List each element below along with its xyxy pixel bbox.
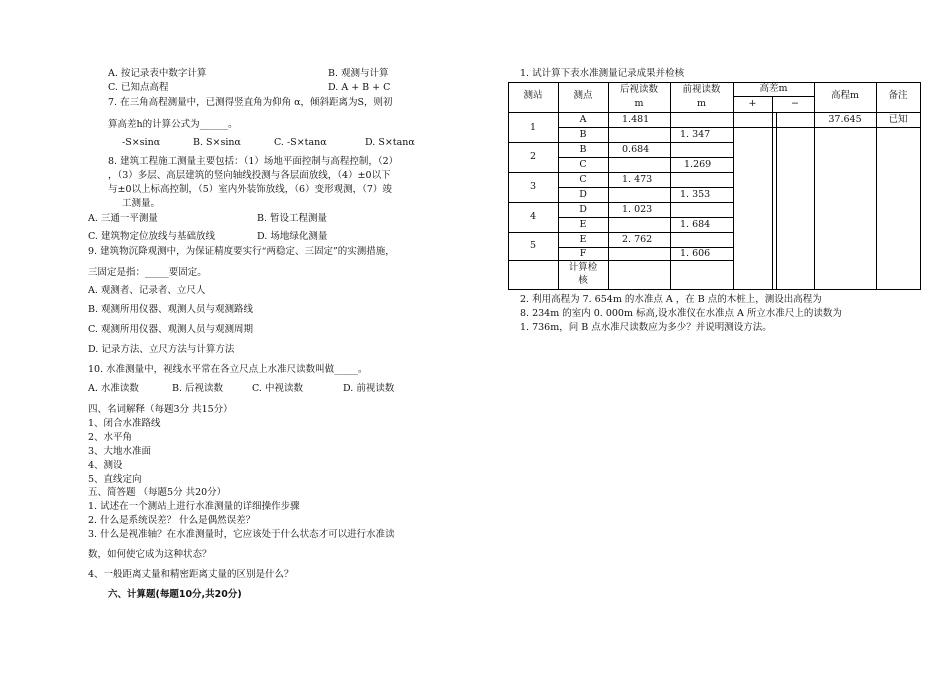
header-height-diff: 高差m (759, 83, 788, 94)
q7-option-a: -S×sinα (122, 137, 161, 148)
row-foresight: 1.269 (684, 159, 712, 170)
section4-item: 5、直线定向 (88, 474, 142, 485)
header-plus: + (748, 98, 757, 109)
row-point: E (579, 219, 587, 230)
q8-option-b: B. 暂设工程测量 (257, 213, 328, 224)
header-elevation: 高程m (830, 90, 859, 101)
section5-title: 五、简答题 （每题5分 共20分） (88, 487, 227, 498)
q9-option-a: A. 观测者、记录者、立尺人 (88, 285, 206, 296)
station-number: 5 (529, 240, 537, 251)
station-number: 1 (529, 122, 537, 133)
leveling-record-table (508, 82, 921, 290)
q8-stem-line4: 工测量。 (122, 198, 161, 209)
calc-question-2-line3: 1. 736m，问 B 点水准尺读数应为多少？并说明测设方法。 (520, 322, 772, 333)
q10-stem: 10. 水准测量中，视线水平常在各立尺点上水准尺读数叫做_____。 (88, 364, 368, 375)
row-point: D (579, 204, 587, 215)
q10-option-b: B. 后视读数 (172, 383, 224, 394)
q9-stem-line2: 三固定是指：_____要固定。 (88, 267, 207, 278)
row-foresight: 1. 353 (680, 189, 711, 200)
station-number: 3 (529, 181, 537, 192)
q7-option-b: B. S×sinα (193, 137, 241, 148)
q10-option-d: D. 前视读数 (343, 383, 395, 394)
row-point: B (579, 144, 587, 155)
section5-q4: 4、一般距离丈量和精密距离丈量的区别是什么？ (88, 569, 294, 580)
q7-option-d: D. S×tanα (365, 137, 415, 148)
q6-option-c: C. 已知点高程 (108, 82, 169, 93)
calc-question-2-line2: 8. 234m 的室内 0. 000m 标高,设水准仪在水准点 A 所立水准尺上的读数为 (520, 308, 842, 319)
section4-item: 4、测设 (88, 460, 123, 471)
row-elevation: 37.645 (828, 114, 862, 125)
header-foresight-unit: m (696, 98, 706, 109)
station-number: 2 (529, 151, 537, 162)
row-remark: 已知 (888, 114, 908, 125)
section4-item: 2、水平角 (88, 432, 133, 443)
q7-stem-line1: 7. 在三角高程测量中，已测得竖直角为仰角 α，倾斜距离为S，则初 (108, 97, 393, 108)
q8-stem-line1: 8. 建筑工程施工测量主要包括：（1）场地平面控制与高程控制，（2） (108, 156, 399, 167)
calc-question-2-line1: 2. 利用高程为 7. 654m 的水准点 A ，在 B 点的木桩上，测设出高程为 (520, 294, 822, 305)
section5-q1: 1. 试述在一个测站上进行水准测量的详细操作步骤 (88, 501, 300, 512)
row-foresight: 1. 606 (680, 248, 711, 259)
station-number: 4 (529, 211, 537, 222)
row-point: A (579, 114, 587, 125)
calc-question-1: 1. 试计算下表水准测量记录成果并检核 (520, 68, 685, 79)
q9-option-d: D. 记录方法、立尺方法与计算方法 (88, 344, 235, 355)
header-remark: 备注 (888, 90, 908, 101)
q9-option-c: C. 观测所用仪器、观测人员与观测周期 (88, 324, 253, 335)
q8-option-c: C. 建筑物定位放线与基础放线 (88, 231, 215, 242)
section6-title: 六、计算题(每题10分,共20分) (108, 589, 242, 600)
header-backsight-unit: m (634, 98, 644, 109)
row-point: E (579, 234, 587, 245)
row-point: C (579, 159, 587, 170)
section4-item: 1、闭合水准路线 (88, 418, 161, 429)
row-foresight: 1. 347 (680, 129, 711, 140)
row-point: B (579, 129, 587, 140)
header-minus: − (791, 98, 799, 109)
q9-option-b: B. 观测所用仪器、观测人员与观测路线 (88, 304, 254, 315)
check-label-line2: 核 (578, 275, 588, 286)
header-foresight: 前视读数 (682, 84, 721, 95)
header-station: 测站 (523, 90, 543, 101)
q8-option-d: D. 场地绿化测量 (257, 231, 328, 242)
row-backsight: 1.481 (622, 114, 650, 125)
check-label-line1: 计算检 (568, 262, 598, 273)
q6-option-a: A. 按记录表中数字计算 (108, 68, 207, 79)
q7-stem-line2: 算高差h的计算公式为______。 (108, 119, 238, 130)
section4-title: 四、名词解释（每题3分 共15分） (88, 404, 233, 415)
header-backsight: 后视读数 (619, 84, 658, 95)
q6-option-d: D. A + B + C (328, 82, 391, 93)
row-point: F (579, 248, 587, 259)
q6-option-b: B. 观测与计算 (328, 68, 389, 79)
section5-q3-line2: 数，如何使它成为这种状态？ (88, 549, 212, 560)
q7-option-c: C. -S×tanα (274, 137, 327, 148)
section5-q3-line1: 3. 什么是视准轴？在水准测量时，它应该处于什么状态才可以进行水准读 (88, 529, 395, 540)
row-point: C (579, 174, 587, 185)
q8-option-a: A. 三通一平测量 (88, 213, 158, 224)
q9-stem-line1: 9. 建筑物沉降观测中，为保证精度要实行“两稳定、三固定”的实测措施， (88, 246, 395, 257)
row-backsight: 0.684 (622, 144, 650, 155)
row-backsight: 2. 762 (622, 234, 653, 245)
q10-option-c: C. 中视读数 (252, 383, 303, 394)
section4-item: 3、大地水准面 (88, 446, 152, 457)
row-backsight: 1. 473 (622, 174, 653, 185)
q8-stem-line2: ，（3）多层、高层建筑的竖向轴线投测与各层面放线，（4）±0以下 (108, 170, 391, 181)
q8-stem-line3: 与±0以上标高控制，（5）室内外装饰放线，（6）变形观测，（7）竣 (108, 184, 392, 195)
row-foresight: 1. 684 (680, 219, 711, 230)
row-backsight: 1. 023 (622, 204, 653, 215)
q10-option-a: A. 水准读数 (88, 383, 139, 394)
section5-q2: 2. 什么是系统误差？ 什么是偶然误差？ (88, 515, 256, 526)
header-point: 测点 (573, 90, 593, 101)
row-point: D (579, 189, 587, 200)
